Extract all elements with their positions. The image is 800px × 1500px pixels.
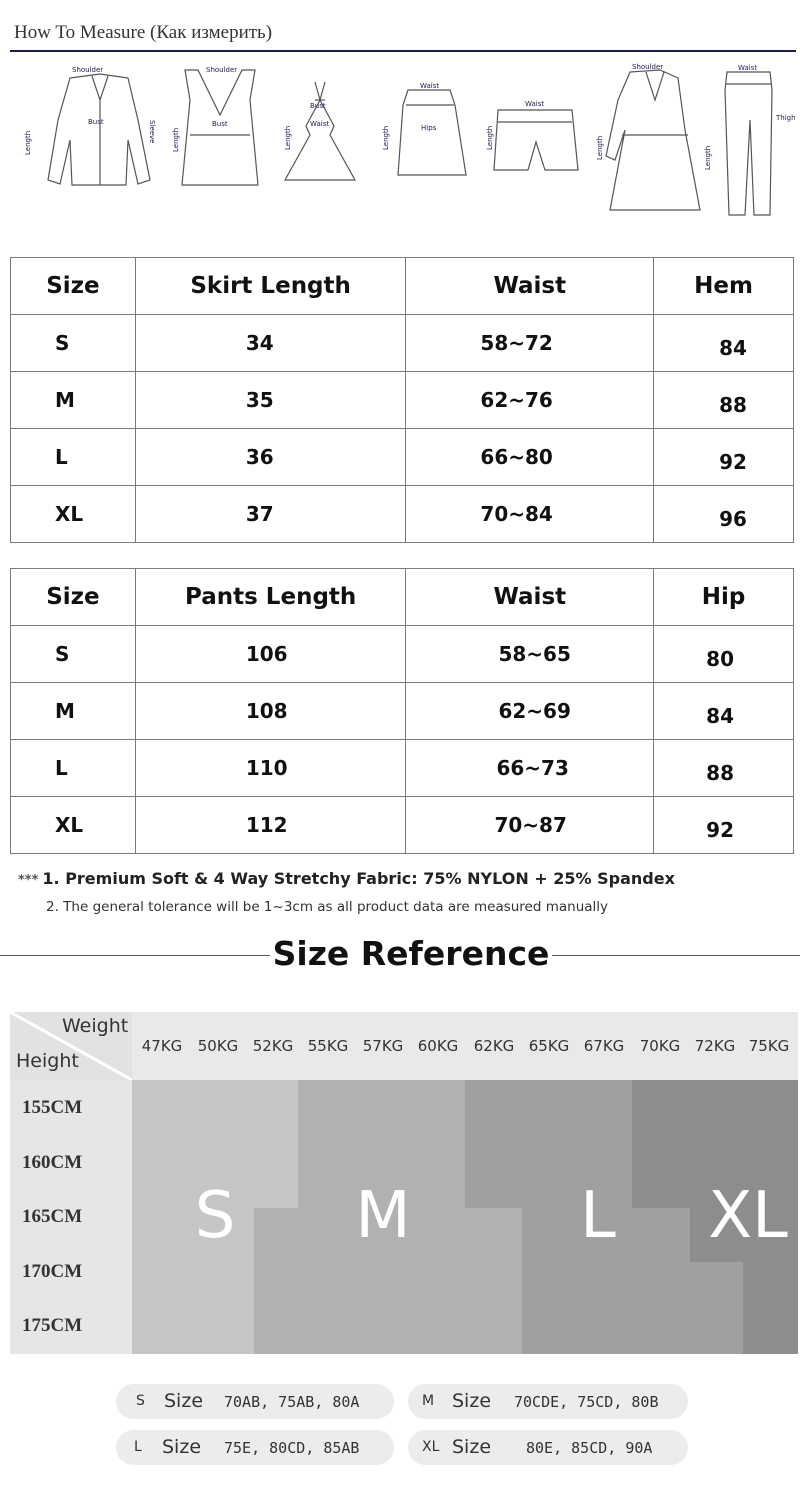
cell-size: M xyxy=(11,683,136,740)
cell-size: S xyxy=(11,315,136,372)
garment-sketches xyxy=(10,60,800,225)
pill-size-value: 75E, 80CD, 85AB xyxy=(224,1439,360,1457)
table-header-row xyxy=(11,569,794,626)
cell-size: S xyxy=(11,626,136,683)
waist-label-4: Waist xyxy=(738,64,758,72)
waist-label-2: Waist xyxy=(420,82,440,90)
header-waist: Waist xyxy=(406,569,654,626)
cell-waist: 58~65 xyxy=(406,626,654,683)
table-header-row xyxy=(11,258,794,315)
height-label: 170CM xyxy=(22,1261,83,1282)
header-size: Size xyxy=(11,569,136,626)
zone-label-s: S xyxy=(194,1179,236,1253)
heading-rule-left xyxy=(0,955,270,956)
pill-size-value: 80E, 85CD, 90A xyxy=(526,1439,653,1457)
title-underline xyxy=(10,50,796,52)
length-label: Length xyxy=(24,130,32,155)
cell-length: 35 xyxy=(135,372,406,429)
note-stars: *** xyxy=(18,873,39,888)
header-waist: Waist xyxy=(406,258,654,315)
bra-size-pill-xl xyxy=(408,1430,688,1465)
length-label-3: Length xyxy=(284,125,292,150)
cell-hem: 84 xyxy=(654,315,794,372)
length-label-7: Length xyxy=(704,145,712,170)
weight-label: 55KG xyxy=(307,1037,349,1055)
waist-label: Waist xyxy=(310,120,330,128)
pill-size-label: Size xyxy=(162,1436,202,1458)
cell-waist: 62~69 xyxy=(406,683,654,740)
cell-size: L xyxy=(11,740,136,797)
weight-label: 67KG xyxy=(583,1037,625,1055)
bra-size-pill-s xyxy=(116,1384,394,1419)
size-reference-heading xyxy=(0,932,800,978)
header-size: Size xyxy=(11,258,136,315)
pill-size-label: Size xyxy=(452,1390,492,1412)
weight-label: 50KG xyxy=(197,1037,239,1055)
bra-size-pill-m xyxy=(408,1384,688,1419)
waist-label-3: Waist xyxy=(525,100,545,108)
cell-length: 112 xyxy=(135,797,406,854)
bust-label: Bust xyxy=(88,118,104,126)
header-skirt-length: Skirt Length xyxy=(135,258,406,315)
cell-waist: 66~80 xyxy=(406,429,654,486)
pill-size-value: 70CDE, 75CD, 80B xyxy=(514,1393,659,1411)
heading-rule-right xyxy=(552,955,800,956)
weight-label: 65KG xyxy=(528,1037,570,1055)
zone-label-xl: XL xyxy=(708,1179,788,1253)
coat-sketch xyxy=(606,70,700,210)
weight-label: 75KG xyxy=(748,1037,790,1055)
cell-length: 34 xyxy=(135,315,406,372)
table-row xyxy=(11,429,794,486)
pants-sketch xyxy=(725,72,772,215)
cell-length: 108 xyxy=(135,683,406,740)
header-hem: Hem xyxy=(654,258,794,315)
length-label-5: Length xyxy=(486,125,494,150)
shorts-sketch xyxy=(494,110,578,170)
table-row xyxy=(11,372,794,429)
cell-hem: 96 xyxy=(654,486,794,543)
cell-waist: 62~76 xyxy=(406,372,654,429)
bra-size-pill-l xyxy=(116,1430,394,1465)
shoulder-label-2: Shoulder xyxy=(206,66,238,74)
bust-label-3: Bust xyxy=(310,102,326,110)
cell-hip: 84 xyxy=(654,683,794,740)
cell-length: 36 xyxy=(135,429,406,486)
blouse-sketch xyxy=(48,74,150,185)
table-row xyxy=(11,797,794,854)
tolerance-note: 2. The general tolerance will be 1~3cm as all product data are measured manually xyxy=(46,899,609,915)
sleeve-label: Sleeve xyxy=(148,120,156,144)
cell-waist: 70~84 xyxy=(406,486,654,543)
cell-hip: 92 xyxy=(654,797,794,854)
dress-sketch xyxy=(285,82,355,180)
weight-label: 47KG xyxy=(141,1037,183,1055)
table-row xyxy=(11,486,794,543)
measure-diagrams xyxy=(10,60,800,225)
skirt-size-table xyxy=(10,257,794,543)
pill-size-letter: M xyxy=(422,1393,435,1409)
pill-size-letter: XL xyxy=(422,1439,440,1455)
zone-label-l: L xyxy=(580,1179,616,1253)
cell-length: 106 xyxy=(135,626,406,683)
shoulder-label: Shoulder xyxy=(72,66,104,74)
length-label-6: Length xyxy=(596,135,604,160)
weight-label: 57KG xyxy=(362,1037,404,1055)
cell-hem: 92 xyxy=(654,429,794,486)
weight-label: 60KG xyxy=(417,1037,459,1055)
height-label: 160CM xyxy=(22,1152,83,1173)
skirt-sketch xyxy=(398,90,466,175)
cell-hip: 88 xyxy=(654,740,794,797)
cell-waist: 70~87 xyxy=(406,797,654,854)
cell-waist: 58~72 xyxy=(406,315,654,372)
cell-length: 37 xyxy=(135,486,406,543)
pants-size-table xyxy=(10,568,794,854)
weight-axis-title: Weight xyxy=(62,1015,129,1037)
table-row xyxy=(11,740,794,797)
weight-label: 62KG xyxy=(473,1037,515,1055)
cell-hem: 88 xyxy=(654,372,794,429)
cell-waist: 66~73 xyxy=(406,740,654,797)
pill-size-letter: S xyxy=(136,1393,145,1409)
cell-size: M xyxy=(11,372,136,429)
cell-size: XL xyxy=(11,486,136,543)
pill-size-label: Size xyxy=(452,1436,492,1458)
size-reference-chart xyxy=(10,1012,798,1354)
pill-size-value: 70AB, 75AB, 80A xyxy=(224,1393,360,1411)
fabric-note xyxy=(18,869,675,888)
weight-label: 52KG xyxy=(252,1037,294,1055)
cell-length: 110 xyxy=(135,740,406,797)
cell-hip: 80 xyxy=(654,626,794,683)
pill-size-letter: L xyxy=(134,1439,142,1455)
hips-label: Hips xyxy=(421,124,437,132)
shoulder-label-3: Shoulder xyxy=(632,63,664,71)
zone-label-m: M xyxy=(355,1179,411,1253)
length-label-4: Length xyxy=(382,125,390,150)
cell-size: XL xyxy=(11,797,136,854)
header-pants-length: Pants Length xyxy=(135,569,406,626)
height-label: 165CM xyxy=(22,1206,83,1227)
pill-size-label: Size xyxy=(164,1390,204,1412)
length-label-2: Length xyxy=(172,127,180,152)
header-hip: Hip xyxy=(654,569,794,626)
table-row xyxy=(11,626,794,683)
bust-label-2: Bust xyxy=(212,120,228,128)
measure-title: How To Measure (Как измерить) xyxy=(14,22,273,43)
height-label: 155CM xyxy=(22,1097,83,1118)
height-axis-title: Height xyxy=(16,1050,79,1072)
table-row xyxy=(11,315,794,372)
thigh-label: Thigh xyxy=(776,114,796,122)
height-label: 175CM xyxy=(22,1315,83,1336)
table-row xyxy=(11,683,794,740)
weight-label: 72KG xyxy=(694,1037,736,1055)
size-reference-title: Size Reference xyxy=(272,934,550,973)
weight-label: 70KG xyxy=(639,1037,681,1055)
fabric-note-text: 1. Premium Soft & 4 Way Stretchy Fabric: 75% NYLON + 25% Spandex xyxy=(42,869,675,888)
cell-size: L xyxy=(11,429,136,486)
